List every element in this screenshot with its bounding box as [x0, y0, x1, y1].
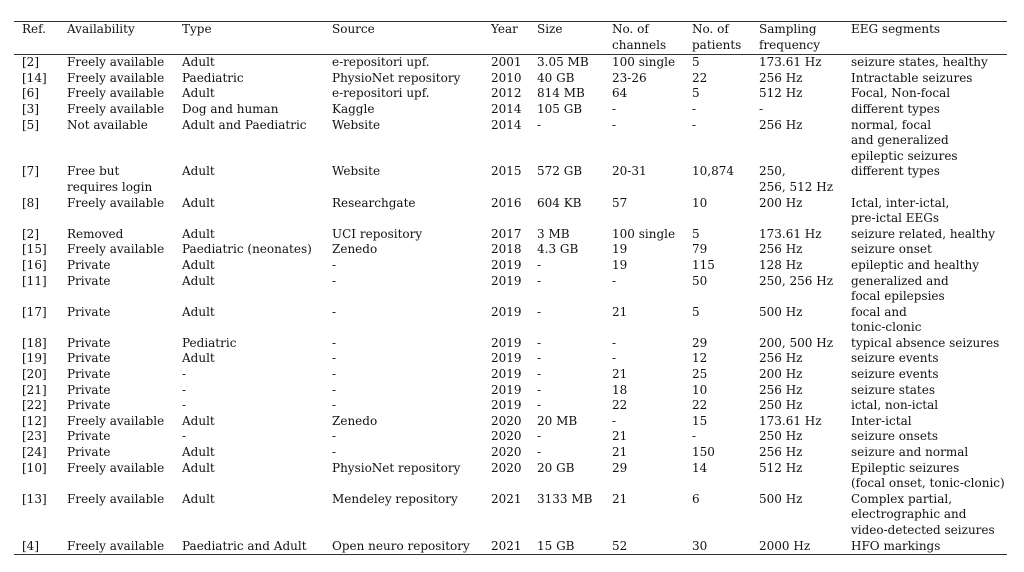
cell-size: 3133 MB: [537, 491, 593, 506]
cell-year: 2020: [491, 460, 522, 475]
cell-channels: 21: [612, 491, 628, 506]
cell-year: 2020: [491, 413, 522, 428]
cell-source: e-repositori upf.: [332, 86, 430, 101]
table-row: [14, 55, 1007, 71]
cell-eeg-segments: seizure and normal: [851, 445, 969, 460]
cell-availability: Freely available: [67, 55, 165, 70]
cell-eeg-segments: different types: [851, 101, 940, 116]
cell-ref: [7]: [22, 164, 39, 179]
cell-type: Adult: [182, 195, 215, 210]
cell-year: 2010: [491, 70, 522, 85]
header-row: [14, 22, 1007, 55]
table-row: [14, 429, 1007, 445]
cell-eeg-segments: generalized and focal epilepsies: [851, 273, 949, 304]
cell-patients: 79: [692, 242, 708, 257]
cell-year: 2014: [491, 117, 522, 132]
cell-eeg-segments: Intractable seizures: [851, 70, 973, 85]
cell-channels: 52: [604, 539, 684, 555]
cell-sampling-frequency: 256 Hz: [759, 117, 803, 132]
cell-availability: Private: [67, 445, 111, 460]
cell-source: UCI repository: [332, 226, 423, 241]
cell-type: Adult: [182, 257, 215, 272]
cell-ref: [22]: [22, 398, 47, 413]
cell-source: PhysioNet repository: [332, 460, 461, 475]
cell-patients: 10: [692, 195, 708, 210]
table-row: [14, 336, 1007, 352]
cell-eeg-segments: Inter-ictal: [851, 413, 912, 428]
cell-patients: 115: [692, 257, 715, 272]
cell-sampling-frequency: 2000 Hz: [751, 539, 843, 555]
cell-availability: Freely available: [67, 101, 165, 116]
cell-type: Paediatric (neonates): [182, 242, 312, 257]
cell-type: Adult: [182, 164, 215, 179]
cell-ref: [16]: [22, 257, 47, 272]
table-row: [14, 227, 1007, 243]
cell-ref: [13]: [22, 491, 47, 506]
cell-availability: Private: [67, 351, 111, 366]
cell-availability: Private: [67, 257, 111, 272]
cell-eeg-segments: Ictal, inter-ictal, pre-ictal EEGs: [851, 195, 950, 226]
cell-source: PhysioNet repository: [332, 70, 461, 85]
column-header-type: Type: [174, 22, 324, 55]
cell-year: 2014: [491, 101, 522, 116]
cell-ref: [8]: [22, 195, 39, 210]
cell-availability: Freely available: [67, 70, 165, 85]
cell-eeg-segments: HFO markings: [843, 539, 1007, 555]
cell-ref: [14]: [22, 70, 47, 85]
cell-year: 2019: [491, 257, 522, 272]
cell-ref: [21]: [22, 382, 47, 397]
cell-patients: 22: [692, 70, 708, 85]
cell-sampling-frequency: 173.61 Hz: [759, 413, 822, 428]
cell-source: -: [332, 257, 337, 272]
cell-size: 15 GB: [529, 539, 604, 555]
cell-eeg-segments: normal, focal and generalized epileptic seizures: [851, 117, 958, 163]
cell-patients: 22: [692, 398, 708, 413]
cell-year: 2001: [491, 55, 522, 70]
cell-sampling-frequency: 256 Hz: [759, 382, 803, 397]
cell-sampling-frequency: 250 Hz: [759, 429, 803, 444]
cell-ref: [12]: [22, 413, 47, 428]
table-header: [14, 22, 1007, 55]
cell-availability: Private: [67, 335, 111, 350]
cell-sampling-frequency: -: [759, 101, 764, 116]
cell-eeg-segments: seizure onsets: [851, 429, 938, 444]
cell-patients: 5: [692, 55, 700, 70]
cell-sampling-frequency: 256 Hz: [759, 70, 803, 85]
cell-availability: Freely available: [67, 413, 165, 428]
cell-sampling-frequency: 173.61 Hz: [759, 55, 822, 70]
cell-channels: 23-26: [612, 70, 647, 85]
cell-type: Adult: [182, 86, 215, 101]
cell-size: 20 MB: [537, 413, 578, 428]
cell-year: 2021: [483, 539, 529, 555]
table-row: [14, 445, 1007, 461]
cell-type: Adult: [182, 351, 215, 366]
cell-patients: -: [692, 429, 697, 444]
cell-year: 2017: [491, 226, 522, 241]
cell-channels: -: [612, 335, 617, 350]
cell-size: 572 GB: [537, 164, 583, 179]
cell-channels: 21: [612, 304, 628, 319]
column-header-patients: No. of patients: [684, 22, 751, 55]
cell-source: Website: [332, 164, 381, 179]
cell-type: Adult: [182, 55, 215, 70]
cell-source: Kaggle: [332, 101, 375, 116]
table-row: [14, 242, 1007, 258]
cell-channels: 100 single: [612, 55, 676, 70]
cell-size: -: [537, 398, 542, 413]
cell-year: 2018: [491, 242, 522, 257]
cell-year: 2019: [491, 304, 522, 319]
cell-patients: 14: [692, 460, 708, 475]
cell-availability: Private: [67, 429, 111, 444]
table-row: [14, 86, 1007, 102]
cell-patients: 5: [692, 86, 700, 101]
cell-size: 20 GB: [537, 460, 575, 475]
cell-source: e-repositori upf.: [332, 55, 430, 70]
cell-eeg-segments: typical absence seizures: [851, 335, 1000, 350]
cell-source: -: [332, 304, 337, 319]
table-row: [14, 71, 1007, 87]
cell-size: 105 GB: [537, 101, 583, 116]
cell-type: -: [182, 367, 187, 382]
cell-type: Adult and Paediatric: [182, 117, 307, 132]
cell-year: 2019: [491, 367, 522, 382]
cell-ref: [15]: [22, 242, 47, 257]
table-row: [14, 461, 1007, 492]
cell-size: -: [537, 445, 542, 460]
table-row: [14, 118, 1007, 165]
cell-ref: [6]: [22, 86, 39, 101]
cell-patients: -: [692, 101, 697, 116]
cell-eeg-segments: different types: [851, 164, 940, 179]
cell-channels: 19: [612, 242, 628, 257]
table-row: [14, 383, 1007, 399]
table-row: [14, 492, 1007, 539]
cell-type: -: [182, 398, 187, 413]
cell-size: -: [537, 257, 542, 272]
cell-source: -: [332, 273, 337, 288]
cell-eeg-segments: ictal, non-ictal: [851, 398, 939, 413]
table-row: [14, 305, 1007, 336]
cell-availability: Freely available: [67, 242, 165, 257]
cell-sampling-frequency: 512 Hz: [759, 86, 803, 101]
cell-channels: 21: [612, 445, 628, 460]
cell-type: Paediatric: [182, 70, 244, 85]
cell-patients: 50: [692, 273, 708, 288]
cell-year: 2012: [491, 86, 522, 101]
cell-channels: -: [612, 101, 617, 116]
cell-size: -: [537, 117, 542, 132]
cell-channels: -: [612, 351, 617, 366]
cell-availability: Private: [67, 304, 111, 319]
cell-ref: [18]: [22, 335, 47, 350]
cell-type: Adult: [182, 491, 215, 506]
cell-eeg-segments: seizure events: [851, 367, 939, 382]
cell-size: -: [537, 335, 542, 350]
cell-channels: 22: [612, 398, 628, 413]
cell-eeg-segments: epileptic and healthy: [851, 257, 979, 272]
table-row: [14, 258, 1007, 274]
cell-type: Adult: [182, 273, 215, 288]
table-body: [14, 55, 1007, 555]
cell-type: Paediatric and Adult: [174, 539, 324, 555]
cell-size: -: [537, 273, 542, 288]
column-header-sampling-frequency: Sampling frequency: [751, 22, 843, 55]
cell-sampling-frequency: 256 Hz: [759, 351, 803, 366]
cell-channels: 18: [612, 382, 628, 397]
cell-eeg-segments: seizure onset: [851, 242, 932, 257]
cell-patients: 10,874: [692, 164, 734, 179]
cell-ref: [3]: [22, 101, 39, 116]
cell-source: -: [332, 351, 337, 366]
column-header-source: Source: [324, 22, 483, 55]
cell-year: 2016: [491, 195, 522, 210]
cell-source: -: [332, 398, 337, 413]
cell-patients: 6: [692, 491, 700, 506]
cell-eeg-segments: seizure states, healthy: [851, 55, 988, 70]
cell-sampling-frequency: 250, 256 Hz: [759, 273, 834, 288]
cell-source: Zenedo: [332, 242, 378, 257]
table-row: [14, 367, 1007, 383]
cell-sampling-frequency: 200 Hz: [759, 195, 803, 210]
cell-source: Zenedo: [332, 413, 378, 428]
cell-sampling-frequency: 128 Hz: [759, 257, 803, 272]
cell-year: 2021: [491, 491, 522, 506]
cell-patients: 15: [692, 413, 708, 428]
cell-sampling-frequency: 256 Hz: [759, 445, 803, 460]
cell-ref: [11]: [22, 273, 47, 288]
cell-size: -: [537, 429, 542, 444]
cell-eeg-segments: Epileptic seizures (focal onset, tonic-clonic): [851, 460, 1005, 491]
cell-sampling-frequency: 256 Hz: [759, 242, 803, 257]
column-header-ref: Ref.: [14, 22, 59, 55]
cell-year: 2019: [491, 382, 522, 397]
cell-channels: -: [612, 273, 617, 288]
cell-source: Website: [332, 117, 381, 132]
cell-type: Adult: [182, 226, 215, 241]
cell-ref: [2]: [22, 55, 39, 70]
cell-source: Open neuro repository: [324, 539, 483, 555]
column-header-channels: No. of channels: [604, 22, 684, 55]
cell-availability: Private: [67, 273, 111, 288]
cell-size: 40 GB: [537, 70, 575, 85]
cell-ref: [2]: [22, 226, 39, 241]
cell-channels: 21: [612, 367, 628, 382]
cell-type: -: [182, 382, 187, 397]
table-row: [14, 164, 1007, 195]
cell-eeg-segments: Complex partial, electrographic and video-detected seizures: [851, 491, 995, 537]
cell-availability: Freely available: [67, 86, 165, 101]
cell-sampling-frequency: 200, 500 Hz: [759, 335, 834, 350]
cell-availability: Free but requires login: [67, 164, 153, 194]
column-header-availability: Availability: [59, 22, 174, 55]
table-row: [14, 398, 1007, 414]
cell-source: -: [332, 445, 337, 460]
table-row: [14, 102, 1007, 118]
cell-patients: 10: [692, 382, 708, 397]
cell-eeg-segments: focal and tonic-clonic: [851, 304, 922, 335]
cell-ref: [17]: [22, 304, 47, 319]
cell-channels: 19: [612, 257, 628, 272]
cell-patients: 5: [692, 226, 700, 241]
cell-sampling-frequency: 512 Hz: [759, 460, 803, 475]
cell-type: Adult: [182, 460, 215, 475]
cell-ref: [24]: [22, 445, 47, 460]
cell-ref: [23]: [22, 429, 47, 444]
cell-patients: 25: [692, 367, 708, 382]
cell-availability: Private: [67, 367, 111, 382]
cell-type: Adult: [182, 445, 215, 460]
cell-availability: Private: [67, 382, 111, 397]
cell-size: -: [537, 367, 542, 382]
cell-patients: 5: [692, 304, 700, 319]
cell-year: 2015: [491, 164, 522, 179]
cell-channels: 57: [612, 195, 628, 210]
cell-year: 2019: [491, 351, 522, 366]
cell-ref: [4]: [14, 539, 59, 555]
cell-size: 3 MB: [537, 226, 570, 241]
column-header-eeg-segments: EEG segments: [843, 22, 1007, 55]
cell-type: Pediatric: [182, 335, 237, 350]
cell-size: 814 MB: [537, 86, 585, 101]
cell-source: -: [332, 335, 337, 350]
cell-channels: 20-31: [612, 164, 647, 179]
table-row: [14, 274, 1007, 305]
cell-year: 2019: [491, 335, 522, 350]
cell-patients: 150: [692, 445, 715, 460]
cell-ref: [20]: [22, 367, 47, 382]
cell-eeg-segments: seizure related, healthy: [851, 226, 996, 241]
cell-eeg-segments: seizure events: [851, 351, 939, 366]
cell-year: 2020: [491, 445, 522, 460]
cell-ref: [19]: [22, 351, 47, 366]
cell-sampling-frequency: 500 Hz: [759, 304, 803, 319]
cell-source: -: [332, 382, 337, 397]
cell-sampling-frequency: 200 Hz: [759, 367, 803, 382]
cell-availability: Freely available: [67, 460, 165, 475]
cell-year: 2019: [491, 273, 522, 288]
column-header-year: Year: [483, 22, 529, 55]
cell-sampling-frequency: 500 Hz: [759, 491, 803, 506]
cell-type: Adult: [182, 304, 215, 319]
cell-type: Adult: [182, 413, 215, 428]
cell-type: Dog and human: [182, 101, 279, 116]
cell-year: 2019: [491, 398, 522, 413]
cell-availability: Private: [67, 398, 111, 413]
cell-availability: Freely available: [67, 491, 165, 506]
table-row: [14, 414, 1007, 430]
cell-eeg-segments: Focal, Non-focal: [851, 86, 951, 101]
cell-source: -: [332, 367, 337, 382]
cell-ref: [10]: [22, 460, 47, 475]
cell-sampling-frequency: 250 Hz: [759, 398, 803, 413]
eeg-datasets-table: [14, 21, 1007, 555]
cell-size: -: [537, 351, 542, 366]
cell-patients: 29: [692, 335, 708, 350]
cell-size: 4.3 GB: [537, 242, 579, 257]
cell-eeg-segments: seizure states: [851, 382, 936, 397]
column-header-size: Size: [529, 22, 604, 55]
cell-sampling-frequency: 173.61 Hz: [759, 226, 822, 241]
cell-channels: 64: [612, 86, 628, 101]
cell-source: Researchgate: [332, 195, 416, 210]
table-row: [14, 539, 1007, 555]
cell-size: 604 KB: [537, 195, 582, 210]
cell-source: Mendeley repository: [332, 491, 458, 506]
cell-channels: -: [612, 413, 617, 428]
cell-channels: 29: [612, 460, 628, 475]
cell-availability: Not available: [67, 117, 148, 132]
table-row: [14, 351, 1007, 367]
table-row: [14, 196, 1007, 227]
cell-channels: -: [612, 117, 617, 132]
cell-source: -: [332, 429, 337, 444]
cell-patients: 30: [684, 539, 751, 555]
cell-availability: Freely available: [67, 195, 165, 210]
cell-ref: [5]: [22, 117, 39, 132]
cell-year: 2020: [491, 429, 522, 444]
cell-type: -: [182, 429, 187, 444]
cell-size: 3.05 MB: [537, 55, 589, 70]
cell-size: -: [537, 382, 542, 397]
cell-availability: Freely available: [59, 539, 174, 555]
cell-availability: Removed: [67, 226, 124, 241]
cell-channels: 100 single: [612, 226, 676, 241]
cell-patients: 12: [692, 351, 708, 366]
cell-sampling-frequency: 250, 256, 512 Hz: [759, 164, 834, 194]
cell-patients: -: [692, 117, 697, 132]
cell-size: -: [537, 304, 542, 319]
cell-channels: 21: [612, 429, 628, 444]
